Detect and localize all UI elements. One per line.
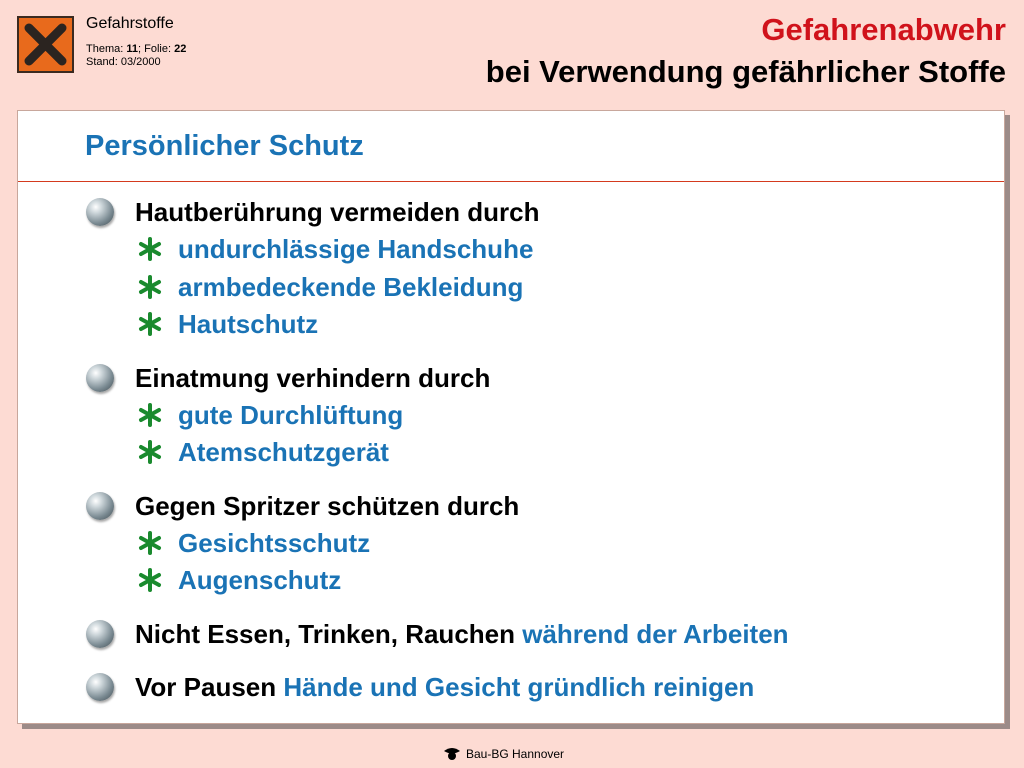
footer-text: Bau-BG Hannover bbox=[466, 747, 565, 761]
asterisk-icon bbox=[138, 568, 162, 592]
bullet-text: Vor Pausen Hände und Gesicht gründlich reinigen bbox=[135, 671, 755, 702]
sub-item-text: gute Durchlüftung bbox=[178, 399, 404, 430]
sub-item-text: Augenschutz bbox=[178, 565, 342, 595]
asterisk-icon bbox=[138, 403, 162, 427]
asterisk-icon bbox=[138, 531, 162, 555]
asterisk-icon bbox=[138, 275, 162, 299]
sphere-bullet-icon bbox=[86, 364, 114, 392]
sub-item-text: undurchlässige Handschuhe bbox=[178, 234, 534, 264]
module-name: Gefahrstoffe bbox=[86, 15, 174, 32]
sub-item-text: Gesichtsschutz bbox=[178, 527, 371, 558]
section-title: Persönlicher Schutz bbox=[85, 130, 364, 162]
sphere-bullet-icon bbox=[86, 492, 114, 520]
title-divider bbox=[18, 181, 1004, 182]
bullet-text: Einatmung verhindern durch bbox=[135, 362, 491, 393]
asterisk-icon bbox=[138, 312, 162, 336]
bullet-text: Hautberührung vermeiden durch bbox=[135, 197, 540, 227]
thema-number: 11 bbox=[126, 43, 138, 55]
page-subtitle: bei Verwendung gefährlicher Stoffe bbox=[485, 54, 1006, 89]
bullet-text: Nicht Essen, Trinken, Rauchen während der Arbeiten bbox=[135, 618, 789, 649]
sphere-bullet-icon bbox=[86, 673, 114, 701]
footer bbox=[443, 747, 564, 761]
hazard-x-icon bbox=[17, 16, 74, 73]
page-title: Gefahrenabwehr bbox=[761, 12, 1006, 47]
sub-item-text: Hautschutz bbox=[178, 309, 319, 339]
asterisk-icon bbox=[138, 237, 162, 261]
sphere-bullet-icon bbox=[86, 620, 114, 648]
bullet-text: Gegen Spritzer schützen durch bbox=[135, 490, 520, 521]
content-panel bbox=[17, 110, 1005, 724]
sub-item-text: armbedeckende Bekleidung bbox=[178, 271, 524, 302]
sphere-bullet-icon bbox=[86, 198, 114, 226]
bau-bg-logo-icon bbox=[443, 747, 461, 761]
folie-number: 22 bbox=[174, 43, 187, 55]
thema-folie: Thema: 11; Folie: 22 bbox=[86, 43, 187, 55]
stand-date: Stand: 03/2000 bbox=[86, 56, 161, 68]
sub-item-text: Atemschutzgerät bbox=[178, 437, 389, 467]
asterisk-icon bbox=[138, 440, 162, 464]
slide-meta bbox=[86, 15, 186, 69]
